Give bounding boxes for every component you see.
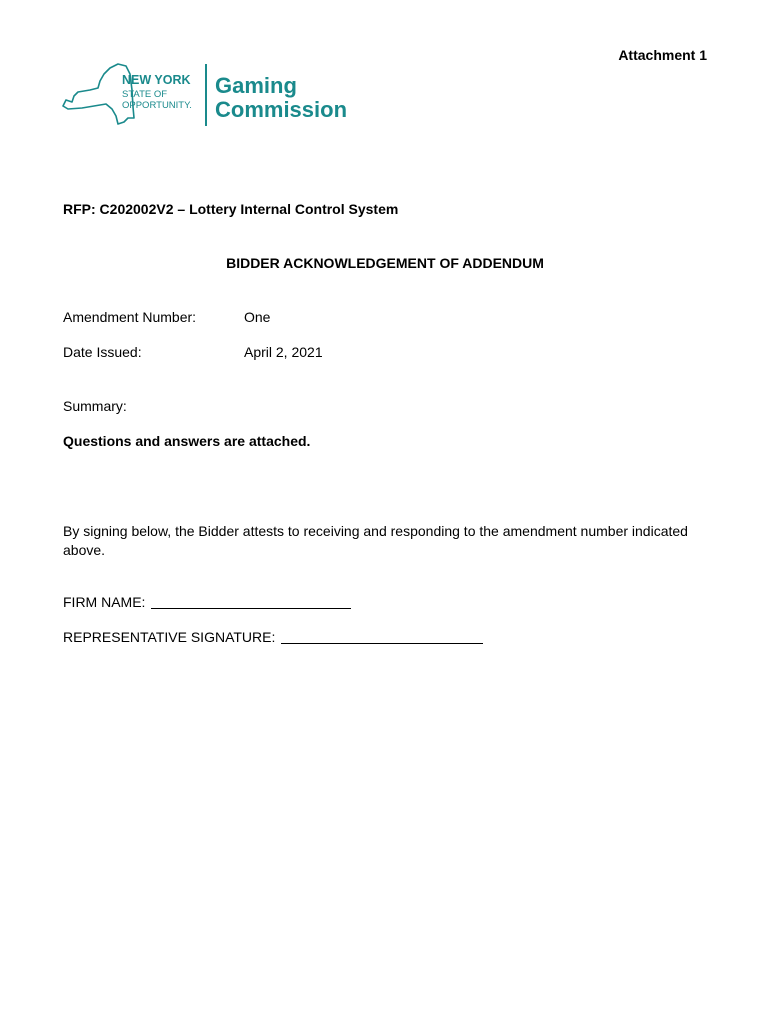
logo-state-line2: STATE OF bbox=[122, 89, 168, 100]
logo-state-line1: NEW YORK bbox=[122, 73, 191, 87]
logo-state-line3: OPPORTUNITY. bbox=[122, 100, 192, 111]
gaming-commission-logo bbox=[60, 62, 360, 132]
logo-agency-line1: Gaming bbox=[215, 73, 297, 98]
date-issued-label: Date Issued: bbox=[63, 344, 142, 360]
representative-signature-row bbox=[63, 629, 483, 645]
amendment-number-label: Amendment Number: bbox=[63, 309, 197, 325]
firm-name-line[interactable] bbox=[151, 594, 351, 609]
date-issued-value: April 2, 2021 bbox=[244, 344, 323, 360]
rfp-line: RFP: C202002V2 – Lottery Internal Control System bbox=[63, 201, 399, 217]
attachment-label: Attachment 1 bbox=[618, 47, 707, 63]
firm-name-label: FIRM NAME: bbox=[63, 594, 146, 610]
logo-agency-line2: Commission bbox=[215, 97, 348, 122]
logo-divider bbox=[205, 64, 207, 126]
amendment-number-value: One bbox=[244, 309, 271, 325]
firm-name-row bbox=[63, 594, 351, 610]
representative-signature-label: REPRESENTATIVE SIGNATURE: bbox=[63, 629, 276, 645]
attestation-paragraph: By signing below, the Bidder attests to receiving and responding to the amendment number indicated above. bbox=[63, 523, 688, 558]
summary-label: Summary: bbox=[63, 398, 127, 414]
document-heading: BIDDER ACKNOWLEDGEMENT OF ADDENDUM bbox=[226, 255, 544, 271]
representative-signature-line[interactable] bbox=[281, 629, 483, 644]
summary-text: Questions and answers are attached. bbox=[63, 433, 311, 449]
